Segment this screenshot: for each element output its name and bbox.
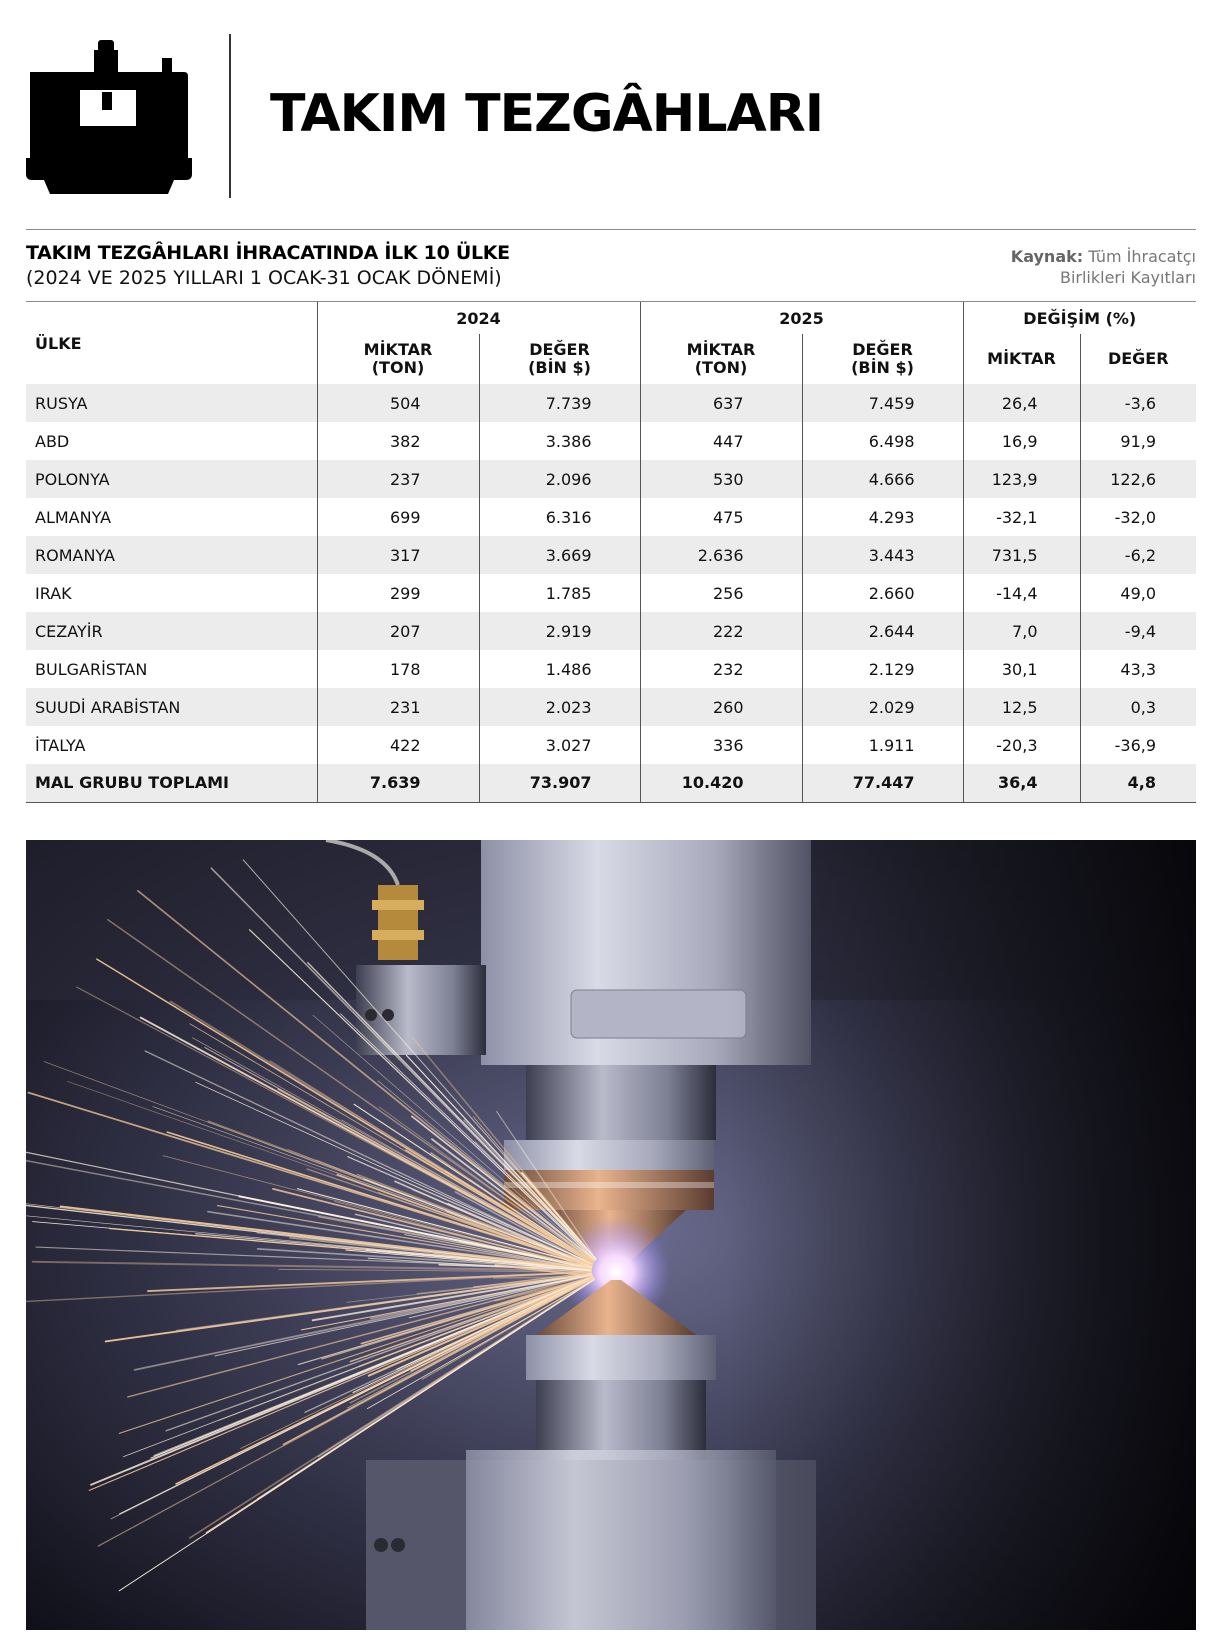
cell-q2024: 231 [317,688,479,726]
table-title: TAKIM TEZGÂHLARI İHRACATINDA İLK 10 ÜLKE [26,242,510,264]
cell-country: ABD [35,431,70,451]
cell-v2025: 6.498 [802,422,963,460]
cell-q2024: 382 [317,422,479,460]
cell-cv: 49,0 [1080,574,1196,612]
table-row [26,384,1196,422]
table-row [26,726,1196,764]
cell-v2024: 3.386 [479,422,640,460]
cell-cv: -6,2 [1080,536,1196,574]
cell-cv: -36,9 [1080,726,1196,764]
col-header-val-2025: DEĞER (BİN $) [802,334,963,384]
cell-cq: 7,0 [963,612,1080,650]
cell-v2025: 1.911 [802,726,963,764]
cell-q2025: 447 [640,422,802,460]
cell-v2025: 4.666 [802,460,963,498]
col-header-change-qty: MİKTAR [963,334,1080,384]
cell-country: CEZAYİR [35,621,103,641]
cell-cv: 4,8 [1080,764,1196,802]
cell-cq: 26,4 [963,384,1080,422]
cell-v2024: 1.486 [479,650,640,688]
table-row [26,650,1196,688]
cell-q2024: 317 [317,536,479,574]
cell-q2024: 299 [317,574,479,612]
cell-v2025: 7.459 [802,384,963,422]
col-header-qty-2024: MİKTAR (TON) [317,334,479,384]
cell-cq: -20,3 [963,726,1080,764]
cell-cv: -9,4 [1080,612,1196,650]
cell-country: IRAK [35,583,72,603]
cell-country: SUUDİ ARABİSTAN [35,697,181,717]
cell-q2024: 699 [317,498,479,536]
cell-q2025: 260 [640,688,802,726]
cell-q2024: 504 [317,384,479,422]
cell-cv: 0,3 [1080,688,1196,726]
table-row [26,612,1196,650]
table-subtitle: (2024 VE 2025 YILLARI 1 OCAK-31 OCAK DÖNEMİ) [26,267,502,289]
table-row [26,460,1196,498]
cell-country: ALMANYA [35,507,112,527]
cell-v2025: 4.293 [802,498,963,536]
cell-q2024: 422 [317,726,479,764]
cell-v2025: 2.129 [802,650,963,688]
page-title: TAKIM TEZGÂHLARI [270,84,824,144]
cell-cv: 43,3 [1080,650,1196,688]
cell-q2025: 336 [640,726,802,764]
cell-q2024: 7.639 [317,764,479,802]
cell-q2025: 637 [640,384,802,422]
col-header-country: ÜLKE [35,334,82,353]
col-header-qty-2025: MİKTAR (TON) [640,334,802,384]
header-divider [229,34,231,198]
table-row [26,498,1196,536]
cell-v2024: 7.739 [479,384,640,422]
cell-q2025: 222 [640,612,802,650]
cell-cq: 731,5 [963,536,1080,574]
source-note [1011,246,1196,288]
cell-country: MAL GRUBU TOPLAMI [35,773,229,793]
cell-cq: -32,1 [963,498,1080,536]
cell-q2025: 530 [640,460,802,498]
cell-cq: 12,5 [963,688,1080,726]
cell-cq: 36,4 [963,764,1080,802]
cnc-machine-icon [26,40,192,196]
cell-country: RUSYA [35,393,88,413]
cell-country: İTALYA [35,735,86,755]
cell-cv: -32,0 [1080,498,1196,536]
col-header-2024: 2024 [317,302,640,334]
cell-v2024: 3.027 [479,726,640,764]
col-header-2025: 2025 [640,302,963,334]
cell-v2024: 1.785 [479,574,640,612]
cell-q2025: 232 [640,650,802,688]
cell-v2024: 2.023 [479,688,640,726]
cell-country: BULGARİSTAN [35,659,148,679]
cell-v2025: 2.660 [802,574,963,612]
cell-cq: 16,9 [963,422,1080,460]
cell-v2025: 2.644 [802,612,963,650]
top-rule [26,229,1196,230]
cell-cv: 122,6 [1080,460,1196,498]
source-line1: Tüm İhracatçı [1088,247,1196,266]
cell-q2025: 475 [640,498,802,536]
cell-v2024: 6.316 [479,498,640,536]
source-label: Kaynak: [1010,247,1084,266]
cell-q2025: 2.636 [640,536,802,574]
table-total-row [26,764,1196,802]
col-header-val-2024: DEĞER (BİN $) [479,334,640,384]
cell-country: POLONYA [35,469,110,489]
col-header-change-val: DEĞER [1080,334,1196,384]
cell-q2024: 178 [317,650,479,688]
cell-v2025: 2.029 [802,688,963,726]
cell-cq: -14,4 [963,574,1080,612]
export-table [26,302,1196,803]
cell-cv: -3,6 [1080,384,1196,422]
cell-cq: 123,9 [963,460,1080,498]
cell-v2024: 2.919 [479,612,640,650]
table-row [26,574,1196,612]
cell-country: ROMANYA [35,545,115,565]
cell-cq: 30,1 [963,650,1080,688]
cell-v2024: 73.907 [479,764,640,802]
table-row [26,422,1196,460]
cell-v2025: 77.447 [802,764,963,802]
source-line2: Birlikleri Kayıtları [1059,268,1196,287]
laser-cutting-photo [26,840,1196,1630]
cell-v2025: 3.443 [802,536,963,574]
table-row [26,688,1196,726]
cell-q2025: 10.420 [640,764,802,802]
cell-v2024: 2.096 [479,460,640,498]
cell-q2025: 256 [640,574,802,612]
col-header-change: DEĞİŞİM (%) [963,302,1196,334]
table-row [26,536,1196,574]
cell-cv: 91,9 [1080,422,1196,460]
cell-v2024: 3.669 [479,536,640,574]
cell-q2024: 207 [317,612,479,650]
cell-q2024: 237 [317,460,479,498]
